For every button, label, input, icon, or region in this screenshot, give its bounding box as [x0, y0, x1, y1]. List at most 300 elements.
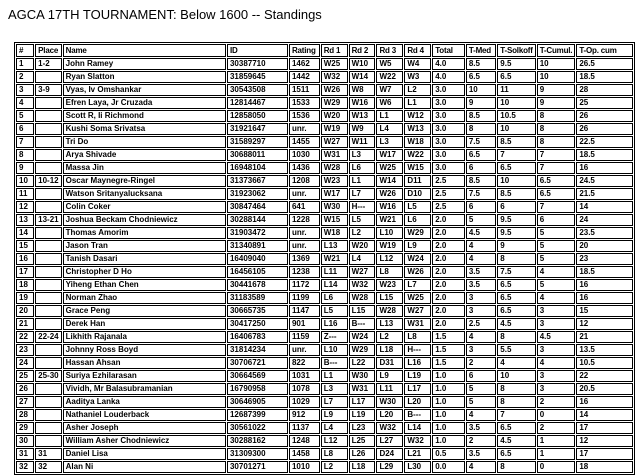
cell-total: 2.0: [432, 214, 465, 226]
column-header-num: #: [16, 44, 34, 57]
cell-name: Kushi Soma Srivatsa: [63, 123, 226, 135]
cell-t-cumul: 4: [537, 292, 576, 304]
column-header-name: Name: [63, 44, 226, 57]
cell-rd4: W22: [404, 149, 431, 161]
cell-total: 1.0: [432, 370, 465, 382]
cell-t-med: 3: [466, 344, 496, 356]
cell-t-cumul: 1: [537, 448, 576, 460]
cell-rd4: L1: [404, 97, 431, 109]
cell-total: 1.5: [432, 357, 465, 369]
cell-t-cumul: 10: [537, 58, 576, 70]
cell-place: [35, 253, 61, 265]
cell-t-med: 5: [466, 396, 496, 408]
column-header-t-solkoff: T-Solkoff: [497, 44, 535, 57]
cell-rd2: L1: [349, 175, 376, 187]
cell-place: [35, 162, 61, 174]
table-row: [16, 58, 633, 70]
cell-t-cumul: 10: [537, 71, 576, 83]
cell-t-op-cum: 15: [576, 305, 633, 317]
cell-name: Joshua Beckam Chodniewicz: [63, 214, 226, 226]
cell-rd4: L21: [404, 448, 431, 460]
cell-t-solkoff: 7.5: [497, 266, 535, 278]
cell-t-solkoff: 9: [497, 240, 535, 252]
cell-t-solkoff: 8.5: [497, 188, 535, 200]
cell-total: 2.0: [432, 240, 465, 252]
cell-rd2: L25: [349, 435, 376, 447]
cell-t-op-cum: 10.5: [576, 357, 633, 369]
cell-place: [35, 292, 61, 304]
cell-rating: 1172: [289, 279, 320, 291]
table-row: [16, 292, 633, 304]
cell-num: 15: [16, 240, 34, 252]
cell-rd4: L8: [404, 331, 431, 343]
cell-place: 1-2: [35, 58, 61, 70]
cell-rating: 1159: [289, 331, 320, 343]
cell-rd2: W30: [349, 370, 376, 382]
cell-rating: 1248: [289, 435, 320, 447]
cell-rd3: W6: [376, 97, 403, 109]
cell-t-solkoff: 4.5: [497, 435, 535, 447]
cell-total: 3.0: [432, 162, 465, 174]
cell-rd4: W18: [404, 136, 431, 148]
cell-t-cumul: 3: [537, 370, 576, 382]
table-row: [16, 123, 633, 135]
cell-place: [35, 409, 61, 421]
cell-t-cumul: 5: [537, 240, 576, 252]
cell-id: 31859645: [227, 71, 288, 83]
cell-rating: 641: [289, 201, 320, 213]
cell-t-med: 2: [466, 435, 496, 447]
cell-rating: 1436: [289, 162, 320, 174]
cell-num: 31: [16, 448, 34, 460]
cell-total: 3.0: [432, 149, 465, 161]
cell-t-cumul: 7: [537, 201, 576, 213]
cell-place: 31: [35, 448, 61, 460]
cell-t-med: 7.5: [466, 188, 496, 200]
cell-num: 17: [16, 266, 34, 278]
cell-name: Tanish Dasari: [63, 253, 226, 265]
cell-rd1: W32: [321, 71, 348, 83]
cell-t-med: 6.5: [466, 71, 496, 83]
cell-rd1: W26: [321, 84, 348, 96]
cell-t-solkoff: 6.5: [497, 71, 535, 83]
cell-rd3: L12: [376, 253, 403, 265]
cell-rd4: W25: [404, 292, 431, 304]
cell-rd1: B---: [321, 357, 348, 369]
cell-rd3: L27: [376, 435, 403, 447]
cell-name: Arya Shivade: [63, 149, 226, 161]
cell-name: Thomas Amorim: [63, 227, 226, 239]
cell-rd4: L19: [404, 370, 431, 382]
cell-name: Scott R, Ii Richmond: [63, 110, 226, 122]
cell-rd1: W19: [321, 123, 348, 135]
table-row: [16, 136, 633, 148]
cell-t-op-cum: 22.5: [576, 136, 633, 148]
cell-name: Tri Do: [63, 136, 226, 148]
cell-place: 13-21: [35, 214, 61, 226]
cell-rd4: W15: [404, 162, 431, 174]
cell-rd3: L1: [376, 110, 403, 122]
cell-name: Daniel Lisa: [63, 448, 226, 460]
cell-t-op-cum: 23: [576, 253, 633, 265]
cell-t-op-cum: 24: [576, 214, 633, 226]
cell-rd3: L11: [376, 383, 403, 395]
cell-name: Johnny Ross Boyd: [63, 344, 226, 356]
cell-t-cumul: 9: [537, 97, 576, 109]
cell-total: 2.5: [432, 175, 465, 187]
cell-num: 30: [16, 435, 34, 447]
cell-t-cumul: 4.5: [537, 331, 576, 343]
cell-rating: 1238: [289, 266, 320, 278]
cell-total: 4.0: [432, 58, 465, 70]
cell-total: 3.0: [432, 123, 465, 135]
cell-total: 1.0: [432, 422, 465, 434]
cell-id: 16948104: [227, 162, 288, 174]
cell-rating: 1442: [289, 71, 320, 83]
table-row: [16, 396, 633, 408]
cell-rd3: D24: [376, 448, 403, 460]
cell-t-med: 4.5: [466, 227, 496, 239]
cell-rd2: L15: [349, 305, 376, 317]
cell-t-med: 3: [466, 292, 496, 304]
cell-rd2: W29: [349, 344, 376, 356]
cell-place: [35, 201, 61, 213]
cell-rd2: L6: [349, 162, 376, 174]
cell-t-solkoff: 5.5: [497, 344, 535, 356]
cell-total: 1.0: [432, 396, 465, 408]
cell-num: 18: [16, 279, 34, 291]
cell-t-op-cum: 23.5: [576, 227, 633, 239]
cell-rd3: L9: [376, 370, 403, 382]
cell-rd2: L5: [349, 214, 376, 226]
cell-rd1: W27: [321, 136, 348, 148]
cell-t-med: 4: [466, 253, 496, 265]
cell-t-med: 4: [466, 409, 496, 421]
cell-place: 22-24: [35, 331, 61, 343]
cell-t-op-cum: 16: [576, 279, 633, 291]
cell-rd2: W9: [349, 123, 376, 135]
table-row: [16, 409, 633, 421]
cell-rating: 1536: [289, 110, 320, 122]
cell-name: Derek Han: [63, 318, 226, 330]
cell-rd3: L2: [376, 331, 403, 343]
cell-t-med: 6.5: [466, 149, 496, 161]
cell-t-med: 4: [466, 461, 496, 473]
cell-rd1: L11: [321, 266, 348, 278]
cell-id: 30543508: [227, 84, 288, 96]
cell-t-cumul: 0: [537, 461, 576, 473]
cell-num: 24: [16, 357, 34, 369]
table-row: [16, 461, 633, 473]
cell-total: 2.0: [432, 266, 465, 278]
cell-rd4: W27: [404, 305, 431, 317]
cell-place: [35, 149, 61, 161]
cell-place: [35, 227, 61, 239]
cell-t-solkoff: 8: [497, 253, 535, 265]
cell-t-solkoff: 6.5: [497, 422, 535, 434]
cell-t-op-cum: 25: [576, 97, 633, 109]
cell-t-med: 3.5: [466, 448, 496, 460]
cell-rd1: L10: [321, 344, 348, 356]
cell-place: [35, 344, 61, 356]
cell-total: 1.0: [432, 435, 465, 447]
cell-place: 32: [35, 461, 61, 473]
cell-num: 7: [16, 136, 34, 148]
cell-rd1: L14: [321, 279, 348, 291]
cell-name: Christopher D Ho: [63, 266, 226, 278]
cell-num: 5: [16, 110, 34, 122]
cell-name: Efren Laya, Jr Cruzada: [63, 97, 226, 109]
table-row: [16, 357, 633, 369]
cell-t-op-cum: 12: [576, 435, 633, 447]
cell-t-solkoff: 10: [497, 123, 535, 135]
cell-t-med: 3.5: [466, 422, 496, 434]
cell-name: Massa Jin: [63, 162, 226, 174]
cell-t-solkoff: 7: [497, 409, 535, 421]
cell-t-med: 8.5: [466, 175, 496, 187]
cell-total: 2.0: [432, 253, 465, 265]
cell-num: 13: [16, 214, 34, 226]
cell-place: [35, 110, 61, 122]
cell-rd3: W30: [376, 396, 403, 408]
cell-total: 0.0: [432, 461, 465, 473]
column-header-place: Place: [35, 44, 61, 57]
cell-t-cumul: 0: [537, 409, 576, 421]
column-header-t-med: T-Med: [466, 44, 496, 57]
cell-total: 3.0: [432, 136, 465, 148]
table-row: [16, 201, 633, 213]
table-row: [16, 110, 633, 122]
cell-t-med: 5: [466, 214, 496, 226]
cell-rating: 1010: [289, 461, 320, 473]
cell-rd4: L17: [404, 383, 431, 395]
cell-rd4: W12: [404, 110, 431, 122]
cell-rd3: L10: [376, 227, 403, 239]
cell-t-cumul: 9: [537, 84, 576, 96]
cell-rd3: W16: [376, 201, 403, 213]
column-header-rd1: Rd 1: [321, 44, 348, 57]
cell-t-solkoff: 8: [497, 461, 535, 473]
table-row: [16, 149, 633, 161]
cell-t-solkoff: 8: [497, 383, 535, 395]
cell-num: 11: [16, 188, 34, 200]
cell-rd4: W4: [404, 58, 431, 70]
cell-id: 30847464: [227, 201, 288, 213]
cell-rd3: L15: [376, 292, 403, 304]
cell-t-solkoff: 4.5: [497, 318, 535, 330]
cell-id: 12687399: [227, 409, 288, 421]
cell-num: 4: [16, 97, 34, 109]
cell-rd1: L6: [321, 292, 348, 304]
cell-t-med: 2: [466, 357, 496, 369]
column-header-t-cumul: T-Cumul.: [537, 44, 576, 57]
cell-rating: unr.: [289, 344, 320, 356]
cell-t-op-cum: 21: [576, 331, 633, 343]
cell-rd2: L2: [349, 227, 376, 239]
cell-t-cumul: 4: [537, 266, 576, 278]
table-row: [16, 227, 633, 239]
cell-rd4: L6: [404, 214, 431, 226]
cell-t-solkoff: 6.5: [497, 292, 535, 304]
cell-id: 30288144: [227, 214, 288, 226]
cell-num: 21: [16, 318, 34, 330]
cell-rd1: L9: [321, 409, 348, 421]
cell-num: 32: [16, 461, 34, 473]
cell-t-op-cum: 28: [576, 84, 633, 96]
cell-rd4: W31: [404, 318, 431, 330]
cell-rd2: L18: [349, 461, 376, 473]
cell-t-solkoff: 10: [497, 175, 535, 187]
cell-t-solkoff: 9.5: [497, 214, 535, 226]
cell-t-med: 6: [466, 370, 496, 382]
cell-total: 2.0: [432, 227, 465, 239]
cell-place: [35, 136, 61, 148]
cell-rd3: W22: [376, 71, 403, 83]
column-header-rd2: Rd 2: [349, 44, 376, 57]
cell-t-cumul: 8: [537, 123, 576, 135]
cell-id: 31183589: [227, 292, 288, 304]
cell-place: [35, 422, 61, 434]
cell-rd3: W19: [376, 240, 403, 252]
cell-t-med: 7.5: [466, 136, 496, 148]
cell-total: 2.0: [432, 305, 465, 317]
cell-rd4: L9: [404, 240, 431, 252]
cell-place: [35, 240, 61, 252]
cell-id: 30288162: [227, 435, 288, 447]
cell-rd4: B---: [404, 409, 431, 421]
table-row: [16, 214, 633, 226]
cell-num: 19: [16, 292, 34, 304]
cell-rd3: W7: [376, 84, 403, 96]
cell-id: 31814234: [227, 344, 288, 356]
cell-t-med: 5: [466, 383, 496, 395]
cell-id: 30701271: [227, 461, 288, 473]
cell-rd4: H---: [404, 344, 431, 356]
cell-rating: 1228: [289, 214, 320, 226]
cell-rd1: W30: [321, 201, 348, 213]
cell-rd4: W13: [404, 123, 431, 135]
cell-t-op-cum: 18.5: [576, 266, 633, 278]
cell-t-med: 6: [466, 201, 496, 213]
column-header-id: ID: [227, 44, 288, 57]
cell-t-cumul: 8: [537, 136, 576, 148]
cell-rd4: L20: [404, 396, 431, 408]
cell-t-op-cum: 13.5: [576, 344, 633, 356]
cell-rd2: L7: [349, 188, 376, 200]
cell-t-cumul: 3: [537, 318, 576, 330]
cell-name: Yiheng Ethan Chen: [63, 279, 226, 291]
cell-rd3: L29: [376, 461, 403, 473]
cell-rd1: W31: [321, 149, 348, 161]
table-row: [16, 266, 633, 278]
cell-t-cumul: 6: [537, 214, 576, 226]
cell-num: 1: [16, 58, 34, 70]
cell-t-solkoff: 10: [497, 370, 535, 382]
cell-place: [35, 279, 61, 291]
cell-name: Ryan Slatton: [63, 71, 226, 83]
cell-num: 28: [16, 409, 34, 421]
cell-t-op-cum: 12: [576, 318, 633, 330]
cell-rd1: L3: [321, 383, 348, 395]
cell-rd4: L14: [404, 422, 431, 434]
cell-name: Vividh, Mr Balasubramanian: [63, 383, 226, 395]
cell-t-med: 8.5: [466, 110, 496, 122]
cell-rd1: Z---: [321, 331, 348, 343]
cell-rd4: L16: [404, 357, 431, 369]
cell-rating: 912: [289, 409, 320, 421]
cell-rd2: W32: [349, 279, 376, 291]
cell-rd3: D31: [376, 357, 403, 369]
cell-name: John Ramey: [63, 58, 226, 70]
cell-place: [35, 357, 61, 369]
cell-t-cumul: 1: [537, 435, 576, 447]
cell-rating: 1511: [289, 84, 320, 96]
cell-total: 1.0: [432, 383, 465, 395]
cell-t-op-cum: 17: [576, 422, 633, 434]
cell-rd2: W14: [349, 71, 376, 83]
cell-t-op-cum: 18.5: [576, 71, 633, 83]
cell-place: 25-30: [35, 370, 61, 382]
cell-rd4: L2: [404, 84, 431, 96]
cell-id: 30417250: [227, 318, 288, 330]
cell-rd2: W31: [349, 383, 376, 395]
cell-t-op-cum: 20: [576, 240, 633, 252]
cell-rd3: L20: [376, 409, 403, 421]
table-row: [16, 305, 633, 317]
column-header-rd3: Rd 3: [376, 44, 403, 57]
cell-t-cumul: 3: [537, 305, 576, 317]
table-row: [16, 448, 633, 460]
cell-name: William Asher Chodniewicz: [63, 435, 226, 447]
cell-num: 14: [16, 227, 34, 239]
cell-num: 6: [16, 123, 34, 135]
cell-t-op-cum: 20.5: [576, 383, 633, 395]
cell-t-solkoff: 6.5: [497, 448, 535, 460]
cell-rating: 1031: [289, 370, 320, 382]
cell-rd2: W8: [349, 84, 376, 96]
cell-t-op-cum: 14: [576, 409, 633, 421]
cell-t-op-cum: 22: [576, 370, 633, 382]
cell-t-op-cum: 26: [576, 110, 633, 122]
table-row: [16, 279, 633, 291]
table-row: [16, 344, 633, 356]
cell-num: 22: [16, 331, 34, 343]
cell-rd1: W18: [321, 227, 348, 239]
cell-id: 30441678: [227, 279, 288, 291]
cell-rating: 822: [289, 357, 320, 369]
cell-rd2: W11: [349, 136, 376, 148]
cell-t-op-cum: 24.5: [576, 175, 633, 187]
table-row: [16, 97, 633, 109]
cell-id: 30688011: [227, 149, 288, 161]
cell-rating: 1137: [289, 422, 320, 434]
cell-t-solkoff: 8.5: [497, 136, 535, 148]
cell-num: 2: [16, 71, 34, 83]
cell-num: 12: [16, 201, 34, 213]
cell-name: Nathaniel Louderback: [63, 409, 226, 421]
cell-num: 16: [16, 253, 34, 265]
cell-t-solkoff: 4: [497, 357, 535, 369]
table-row: [16, 84, 633, 96]
cell-t-op-cum: 17: [576, 448, 633, 460]
cell-t-solkoff: 10: [497, 97, 535, 109]
cell-t-solkoff: 6: [497, 201, 535, 213]
cell-name: Colin Coker: [63, 201, 226, 213]
cell-num: 29: [16, 422, 34, 434]
cell-place: [35, 396, 61, 408]
cell-num: 9: [16, 162, 34, 174]
table-row: [16, 253, 633, 265]
